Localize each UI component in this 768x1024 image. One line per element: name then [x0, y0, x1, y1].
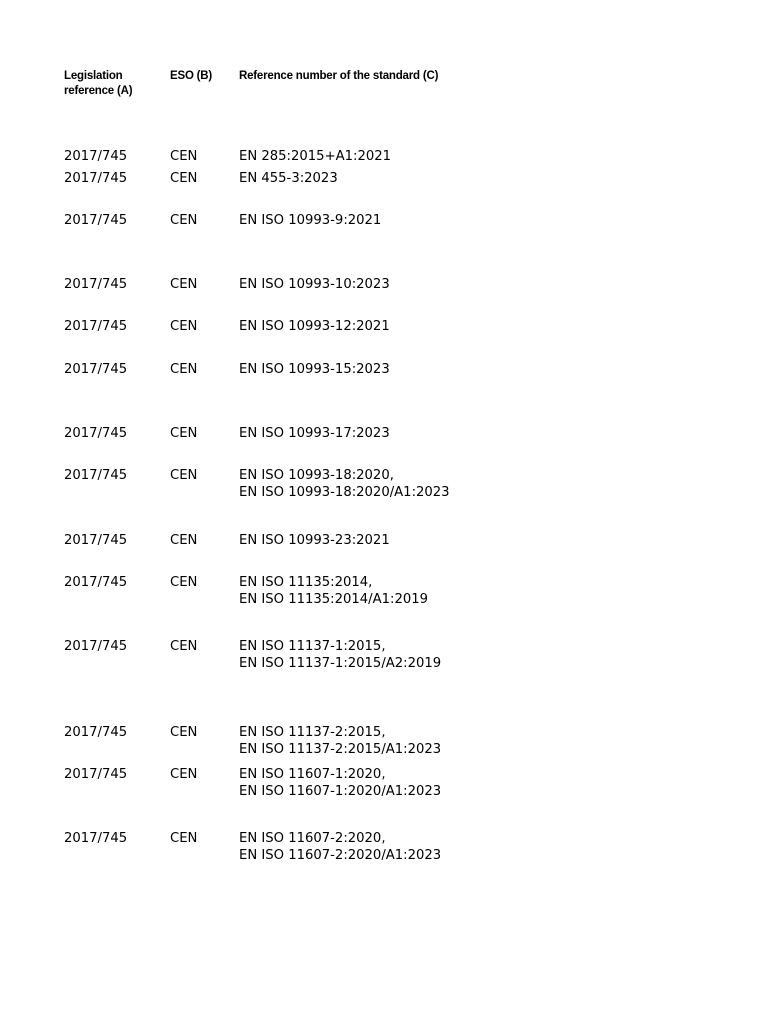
standard-reference-cell — [239, 426, 390, 443]
legislation-reference-cell: 2017/745 — [64, 767, 128, 782]
legislation-reference-cell: 2017/745 — [64, 831, 128, 846]
standard-reference-line: EN ISO 10993-18:2020/A1:2023 — [239, 484, 450, 500]
standard-reference-line: EN ISO 10993-17:2023 — [239, 426, 390, 441]
standard-reference-line: EN 285:2015+A1:2021 — [239, 149, 392, 164]
eso-cell: CEN — [170, 213, 198, 228]
standard-reference-line: EN ISO 10993-12:2021 — [239, 319, 390, 334]
standard-reference-cell — [239, 468, 450, 501]
eso-cell: CEN — [170, 468, 198, 483]
legislation-reference-cell: 2017/745 — [64, 725, 128, 740]
standard-reference-line: EN ISO 11137-1:2015/A2:2019 — [239, 655, 442, 671]
legislation-reference-cell: 2017/745 — [64, 149, 128, 164]
standard-reference-cell — [239, 831, 441, 864]
standard-reference-line: EN ISO 11135:2014, — [239, 575, 373, 590]
eso-cell: CEN — [170, 533, 198, 548]
header-legislation-reference: Legislation reference (A) — [64, 70, 133, 97]
standard-reference-line: EN ISO 11137-2:2015, — [239, 725, 386, 740]
eso-cell: CEN — [170, 277, 198, 292]
eso-cell: CEN — [170, 171, 198, 186]
standard-reference-line: EN ISO 11137-2:2015/A1:2023 — [239, 741, 442, 757]
standard-reference-cell — [239, 213, 381, 230]
standard-reference-line: EN ISO 10993-15:2023 — [239, 362, 390, 377]
eso-cell: CEN — [170, 426, 198, 441]
legislation-reference-cell: 2017/745 — [64, 468, 128, 483]
standard-reference-cell — [239, 575, 428, 608]
eso-cell: CEN — [170, 831, 198, 846]
standard-reference-line: EN 455-3:2023 — [239, 171, 338, 186]
eso-cell: CEN — [170, 575, 198, 590]
standard-reference-line: EN ISO 10993-10:2023 — [239, 277, 390, 292]
standard-reference-line: EN ISO 11607-2:2020, — [239, 831, 386, 846]
legislation-reference-cell: 2017/745 — [64, 319, 128, 334]
eso-cell: CEN — [170, 725, 198, 740]
eso-cell: CEN — [170, 362, 198, 377]
standard-reference-cell — [239, 639, 441, 672]
eso-cell: CEN — [170, 639, 198, 654]
standard-reference-line: EN ISO 10993-18:2020, — [239, 468, 394, 483]
eso-cell: CEN — [170, 319, 198, 334]
standard-reference-cell — [239, 277, 390, 294]
standard-reference-cell — [239, 362, 390, 379]
legislation-reference-cell: 2017/745 — [64, 362, 128, 377]
standard-reference-line: EN ISO 11137-1:2015, — [239, 639, 386, 654]
eso-cell: CEN — [170, 767, 198, 782]
standard-reference-line: EN ISO 11607-1:2020, — [239, 767, 386, 782]
standard-reference-line: EN ISO 11607-2:2020/A1:2023 — [239, 847, 442, 863]
legislation-reference-cell: 2017/745 — [64, 171, 128, 186]
standard-reference-line: EN ISO 10993-9:2021 — [239, 213, 382, 228]
legislation-reference-cell: 2017/745 — [64, 575, 128, 590]
legislation-reference-cell: 2017/745 — [64, 213, 128, 228]
legislation-reference-cell: 2017/745 — [64, 277, 128, 292]
standard-reference-cell — [239, 171, 338, 188]
standard-reference-cell — [239, 725, 441, 758]
header-reference-number: Reference number of the standard (C) — [239, 70, 439, 82]
eso-cell: CEN — [170, 149, 198, 164]
standard-reference-line: EN ISO 11607-1:2020/A1:2023 — [239, 783, 442, 799]
standard-reference-cell — [239, 319, 390, 336]
legislation-reference-cell: 2017/745 — [64, 639, 128, 654]
standard-reference-cell — [239, 149, 391, 166]
legislation-reference-cell: 2017/745 — [64, 533, 128, 548]
standard-reference-line: EN ISO 10993-23:2021 — [239, 533, 390, 548]
legislation-reference-cell: 2017/745 — [64, 426, 128, 441]
standard-reference-cell — [239, 767, 441, 800]
standard-reference-line: EN ISO 11135:2014/A1:2019 — [239, 591, 429, 607]
standard-reference-cell — [239, 533, 390, 550]
header-eso: ESO (B) — [170, 70, 213, 82]
